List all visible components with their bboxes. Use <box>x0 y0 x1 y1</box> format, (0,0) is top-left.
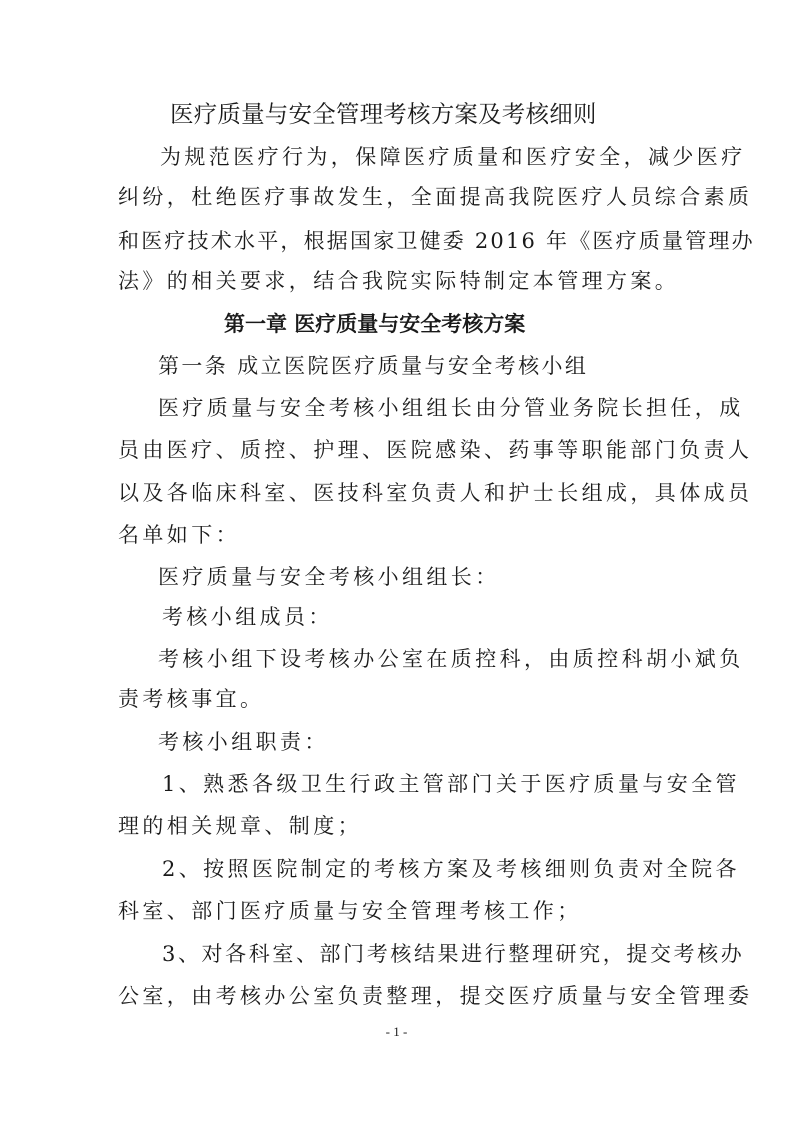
page-number: - 1 - <box>385 1024 408 1039</box>
duty-2-line-1: 2、按照医院制定的考核方案及考核细则负责对全院各 <box>162 857 740 881</box>
document-title: 医疗质量与安全管理考核方案及考核细则 <box>170 100 597 128</box>
composition-line-2: 员由医疗、质控、护理、医院感染、药事等职能部门负责人 <box>118 438 753 462</box>
duties-label: 考核小组职责： <box>158 730 329 754</box>
duty-1-line-1: 1、熟悉各级卫生行政主管部门关于医疗质量与安全管 <box>162 772 740 796</box>
duty-2-line-2: 科室、部门医疗质量与安全管理考核工作； <box>118 899 582 923</box>
composition-line-3: 以及各临床科室、医技科室负责人和护士长组成，具体成员 <box>118 481 753 505</box>
composition-line-1: 医疗质量与安全考核小组组长由分管业务院长担任，成 <box>158 396 744 420</box>
duty-1-line-2: 理的相关规章、制度； <box>118 814 362 838</box>
intro-line-2: 纠纷，杜绝医疗事故发生，全面提高我院医疗人员综合素质 <box>118 185 753 209</box>
office-line-2: 责考核事宜。 <box>118 687 265 711</box>
duty-3-line-1: 3、对各科室、部门考核结果进行整理研究，提交考核办 <box>162 942 745 966</box>
intro-line-1: 为规范医疗行为，保障医疗质量和医疗安全，减少医疗 <box>160 145 746 169</box>
intro-line-4: 法》的相关要求，结合我院实际特制定本管理方案。 <box>118 269 680 293</box>
duty-3-line-2: 公室，由考核办公室负责整理，提交医疗质量与安全管理委 <box>118 984 753 1008</box>
office-line-1: 考核小组下设考核办公室在质控科，由质控科胡小斌负 <box>158 647 744 671</box>
group-leader-label: 医疗质量与安全考核小组组长： <box>158 565 500 589</box>
intro-line-3: 和医疗技术水平，根据国家卫健委 2016 年《医疗质量管理办 <box>118 229 755 253</box>
group-members-label: 考核小组成员： <box>162 605 333 629</box>
composition-line-4: 名单如下： <box>118 523 240 547</box>
chapter-heading: 第一章 医疗质量与安全考核方案 <box>224 312 526 336</box>
article-1-heading: 第一条 成立医院医疗质量与安全考核小组 <box>158 354 589 378</box>
